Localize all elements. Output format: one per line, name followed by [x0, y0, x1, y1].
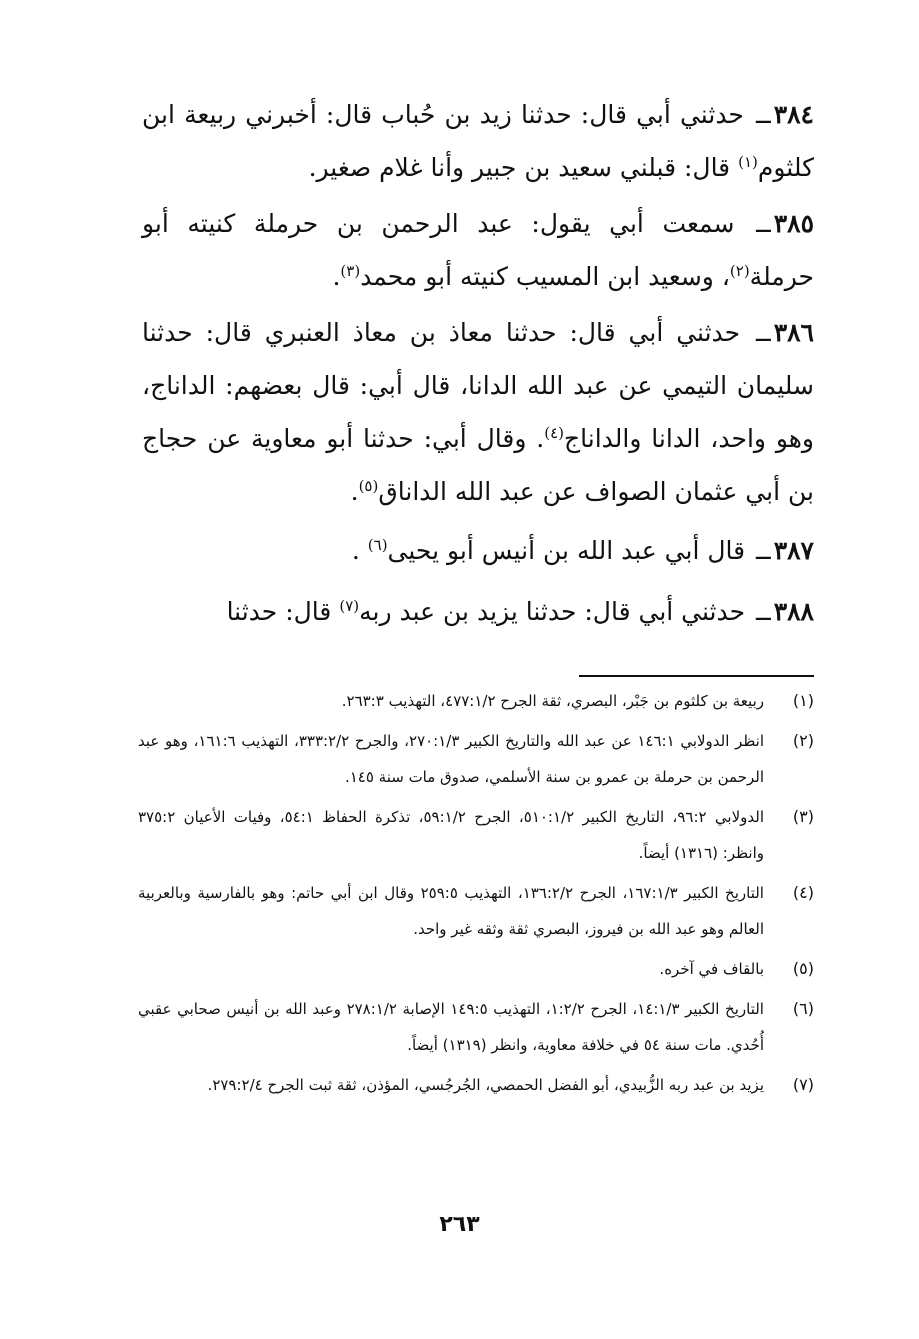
footnote-2 — [138, 723, 814, 795]
footnote-ref[interactable]: (٣) — [340, 262, 361, 280]
footnotes — [138, 683, 814, 1107]
footnote-ref[interactable]: (٤) — [544, 424, 564, 442]
entry-text: قال: قبلني سعيد بن جبير وأنا غلام صغير. — [308, 153, 731, 182]
entry-number: ٣٨٧ — [773, 536, 814, 565]
footnote-text: التاريخ الكبير ١٦٧:١/٣، الجرح ١٣٦:٢/٢، التهذيب ٢٥٩:٥ وقال ابن أبي حاتم: وهو بالفارسية وبالعربية العالم وهو عبد الله بن فيروز، البصري ثقة وثقه غير واحد. — [138, 884, 764, 938]
footnote-text: بالقاف في آخره. — [659, 960, 764, 978]
footnote-ref[interactable]: (١) — [738, 153, 758, 171]
entry-385 — [142, 197, 814, 303]
main-text — [142, 88, 814, 638]
footnote-3 — [138, 799, 814, 871]
footnote-number: (٧) — [792, 1075, 814, 1094]
entry-388 — [142, 585, 814, 638]
entry-386 — [142, 306, 814, 518]
footnote-number: (٥) — [792, 959, 814, 978]
entry-text: حدثني أبي قال: حدثنا زيد بن حُباب قال: أخبرني ربيعة ابن كلثوم — [142, 100, 814, 182]
footnote-ref[interactable]: (٦) — [367, 536, 388, 554]
entry-dash: ــ — [756, 318, 771, 347]
footnote-number: (١) — [792, 691, 814, 710]
entry-dash: ــ — [756, 597, 771, 626]
entry-number: ٣٨٨ — [773, 597, 814, 626]
entry-text: حدثني أبي قال: حدثنا معاذ بن معاذ العنبري قال: حدثنا سليمان التيمي عن عبد الله الدانا، قال أبي: قال بعضهم: الداناج، وهو واحد، الدانا والداناج — [142, 318, 814, 453]
entry-text: قال أبي عبد الله بن أنيس أبو يحيى — [387, 536, 746, 565]
footnote-ref[interactable]: (٢) — [729, 262, 750, 280]
footnote-ref[interactable]: (٥) — [358, 477, 379, 495]
page-number: ٢٦٣ — [439, 1212, 480, 1237]
footnote-number: (٦) — [792, 999, 814, 1018]
entry-number: ٣٨٦ — [773, 318, 814, 347]
entry-387 — [142, 524, 814, 577]
footnote-ref[interactable]: (٧) — [339, 597, 360, 615]
footnote-text: التاريخ الكبير ١٤:١/٣، الجرح ١:٢/٢، التهذيب ١٤٩:٥ الإصابة ٢٧٨:١/٢ وعبد الله بن أنيس صحابي عقبي أُحُدي. مات سنة ٥٤ في خلافة معاوية، وانظر (١٣١٩) أيضاً. — [138, 1000, 764, 1054]
entry-text: حدثني أبي قال: حدثنا يزيد بن عبد ربه — [359, 597, 746, 626]
entry-text: . — [332, 262, 341, 291]
entry-dash: ــ — [756, 209, 771, 238]
footnote-number: (٣) — [792, 807, 814, 826]
footnote-text: انظر الدولابي ١٤٦:١ عن عبد الله والتاريخ الكبير ٢٧٠:١/٣، والجرح ٣٣٣:٢/٢، التهذيب ١٦١:٦، وهو عبد الرحمن بن حرملة بن عمرو بن سنة الأسلمي، صدوق مات سنة ١٤٥. — [138, 732, 764, 786]
entry-dash: ــ — [756, 536, 771, 565]
entry-number: ٣٨٥ — [773, 209, 815, 238]
entry-number: ٣٨٤ — [773, 100, 814, 129]
entry-text: . — [350, 477, 359, 506]
footnote-text: الدولابي ٩٦:٢، التاريخ الكبير ٥١٠:١/٢، الجرح ٥٩:١/٢، تذكرة الحفاظ ٥٤:١، وفيات الأعيان ٣٧٥:٢ وانظر: (١٣١٦) أيضاً. — [138, 808, 765, 862]
footnote-divider — [579, 675, 814, 677]
footnote-4 — [138, 875, 814, 947]
footnote-text: يزيد بن عبد ربه الزُّبيدي، أبو الفضل الحمصي، الجُرجُسي، المؤذن، ثقة ثبت الجرح ٢٧٩:٢/٤. — [207, 1076, 764, 1094]
entry-text: . — [351, 536, 360, 565]
footnote-7 — [138, 1067, 814, 1103]
entry-text: سمعت أبي يقول: عبد الرحمن بن حرملة كنيته أبو حرملة — [142, 209, 814, 291]
entry-384 — [142, 88, 814, 194]
footnote-6 — [138, 991, 814, 1063]
footnote-text: ربيعة بن كلثوم بن جَبْر، البصري، ثقة الجرح ٤٧٧:١/٢، التهذيب ٢٦٣:٣. — [341, 692, 764, 710]
footnote-1 — [138, 683, 814, 719]
entry-text: ، وسعيد ابن المسيب كنيته أبو محمد — [360, 262, 730, 291]
entry-dash: ــ — [756, 100, 771, 129]
footnote-5 — [138, 951, 814, 987]
entry-text: قال: حدثنا — [226, 597, 332, 626]
entry-text: . وقال أبي: حدثنا أبو معاوية عن حجاج بن أبي عثمان الصواف عن عبد الله الداناق — [142, 424, 814, 506]
footnote-number: (٢) — [792, 731, 814, 750]
footnote-number: (٤) — [792, 883, 814, 902]
